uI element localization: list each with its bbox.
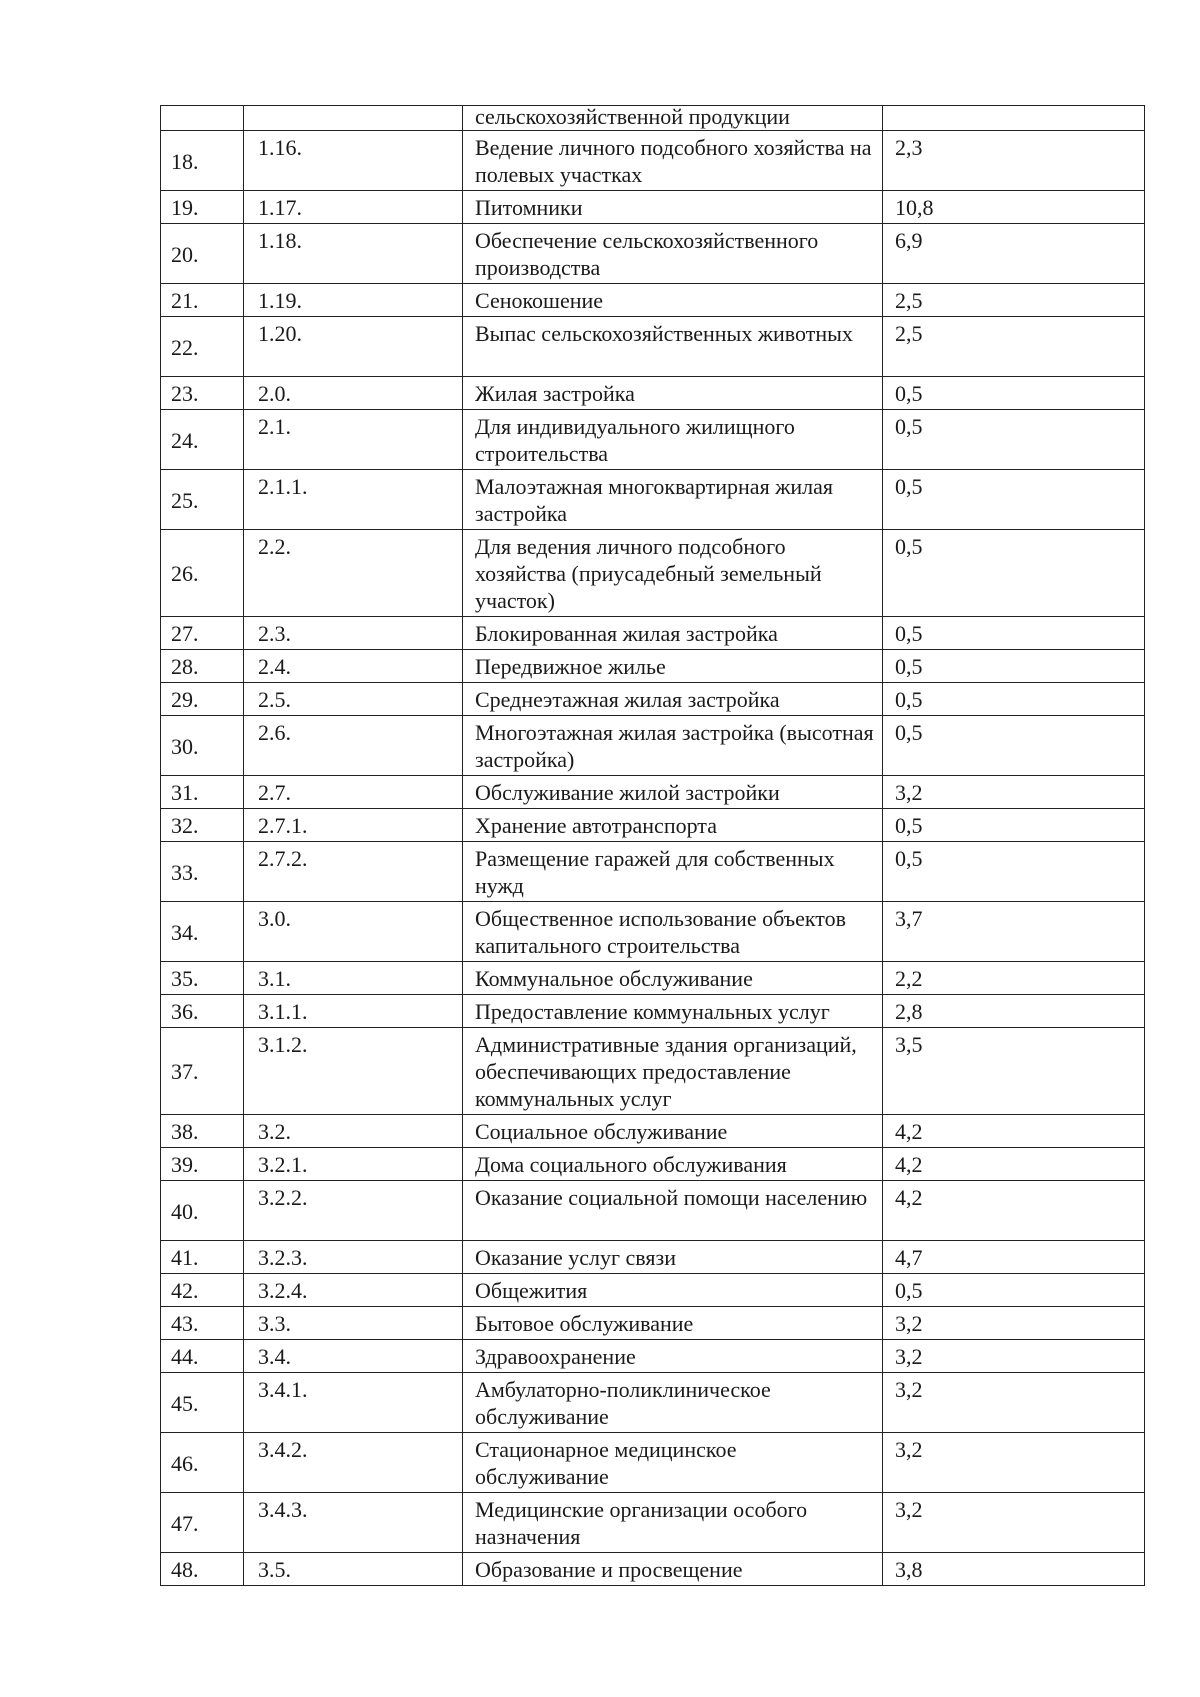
classification-code-cell: 3.4.1. [244,1373,463,1433]
table-row [161,716,1145,776]
table-row [161,1028,1145,1115]
land-use-type-cell: Административные здания организаций, обеспечивающих предоставление коммунальных услуг [463,1028,883,1115]
classification-code-cell: 2.7.1. [244,809,463,842]
land-use-type-cell: Общежития [463,1274,883,1307]
land-use-type-cell: Выпас сельскохозяйственных животных [463,317,883,377]
classification-code-cell: 3.2.1. [244,1148,463,1181]
row-number-cell: 31. [161,776,244,809]
rate-value-cell: 3,8 [883,1553,1145,1586]
row-number-cell: 20. [161,224,244,284]
rate-value-cell: 0,5 [883,410,1145,470]
table-row [161,1148,1145,1181]
rate-value-cell: 3,5 [883,1028,1145,1115]
rate-value-cell: 3,2 [883,1307,1145,1340]
classification-code-cell: 3.5. [244,1553,463,1586]
row-number-cell: 45. [161,1373,244,1433]
table-row [161,1115,1145,1148]
classification-code-cell: 3.1.2. [244,1028,463,1115]
table-row [161,1307,1145,1340]
land-use-type-cell: Коммунальное обслуживание [463,962,883,995]
rate-value-cell: 0,5 [883,842,1145,902]
row-number-cell: 42. [161,1274,244,1307]
classification-code-cell: 3.4. [244,1340,463,1373]
classification-code-cell: 3.2.4. [244,1274,463,1307]
land-use-type-cell: Сенокошение [463,284,883,317]
row-number-cell: 25. [161,470,244,530]
row-number-cell: 37. [161,1028,244,1115]
land-use-type-cell: Хранение автотранспорта [463,809,883,842]
table-row [161,842,1145,902]
table-row [161,1340,1145,1373]
rate-value-cell: 0,5 [883,377,1145,410]
table-row [161,106,1145,131]
row-number-cell: 23. [161,377,244,410]
table-body [161,106,1145,1586]
row-number-cell: 33. [161,842,244,902]
rate-value-cell: 0,5 [883,617,1145,650]
table-row [161,683,1145,716]
row-number-cell: 40. [161,1181,244,1241]
table-row [161,1181,1145,1241]
land-use-type-cell: Малоэтажная многоквартирная жилая застройка [463,470,883,530]
rate-value-cell: 0,5 [883,470,1145,530]
row-number-cell [161,106,244,131]
rate-value-cell: 4,2 [883,1115,1145,1148]
table-row [161,1433,1145,1493]
classification-code-cell: 2.3. [244,617,463,650]
rate-value-cell: 2,3 [883,131,1145,191]
table-row [161,1241,1145,1274]
classification-code-cell: 2.1.1. [244,470,463,530]
rate-value-cell: 2,5 [883,317,1145,377]
classification-code-cell [244,106,463,131]
row-number-cell: 24. [161,410,244,470]
row-number-cell: 41. [161,1241,244,1274]
rate-value-cell: 3,7 [883,902,1145,962]
row-number-cell: 34. [161,902,244,962]
table-row [161,131,1145,191]
row-number-cell: 21. [161,284,244,317]
table-row [161,809,1145,842]
table-row [161,284,1145,317]
land-use-type-cell: Социальное обслуживание [463,1115,883,1148]
classification-code-cell: 3.2.2. [244,1181,463,1241]
rate-value-cell: 0,5 [883,716,1145,776]
table-row [161,224,1145,284]
row-number-cell: 28. [161,650,244,683]
classification-code-cell: 3.2. [244,1115,463,1148]
land-use-type-cell: Среднеэтажная жилая застройка [463,683,883,716]
table-row [161,776,1145,809]
rate-value-cell: 2,5 [883,284,1145,317]
table-row [161,410,1145,470]
land-use-type-cell: сельскохозяйственной продукции [463,106,883,131]
row-number-cell: 47. [161,1493,244,1553]
land-use-type-cell: Медицинские организации особого назначения [463,1493,883,1553]
row-number-cell: 35. [161,962,244,995]
rate-value-cell: 2,8 [883,995,1145,1028]
table-row [161,962,1145,995]
table-row [161,191,1145,224]
land-use-type-cell: Дома социального обслуживания [463,1148,883,1181]
rate-value-cell: 3,2 [883,1433,1145,1493]
classification-code-cell: 1.17. [244,191,463,224]
rate-value-cell: 3,2 [883,1373,1145,1433]
classification-code-cell: 2.1. [244,410,463,470]
classification-code-cell: 1.16. [244,131,463,191]
classification-code-cell: 1.19. [244,284,463,317]
row-number-cell: 43. [161,1307,244,1340]
land-use-type-cell: Для ведения личного подсобного хозяйства (приусадебный земельный участок) [463,530,883,617]
row-number-cell: 22. [161,317,244,377]
classification-code-cell: 2.4. [244,650,463,683]
land-use-type-cell: Для индивидуального жилищного строительства [463,410,883,470]
rate-value-cell: 3,2 [883,1340,1145,1373]
row-number-cell: 26. [161,530,244,617]
land-use-type-cell: Ведение личного подсобного хозяйства на полевых участках [463,131,883,191]
rate-value-cell [883,106,1145,131]
rate-value-cell: 6,9 [883,224,1145,284]
classification-code-cell: 3.3. [244,1307,463,1340]
classification-code-cell: 2.0. [244,377,463,410]
classification-code-cell: 3.1.1. [244,995,463,1028]
rate-value-cell: 0,5 [883,809,1145,842]
land-use-type-cell: Амбулаторно-поликлиническое обслуживание [463,1373,883,1433]
table-row [161,617,1145,650]
land-use-type-cell: Передвижное жилье [463,650,883,683]
classification-code-cell: 2.7.2. [244,842,463,902]
rate-value-cell: 3,2 [883,776,1145,809]
table-row [161,1373,1145,1433]
land-use-type-cell: Предоставление коммунальных услуг [463,995,883,1028]
classification-code-cell: 1.20. [244,317,463,377]
table-row [161,377,1145,410]
table-row [161,1274,1145,1307]
row-number-cell: 48. [161,1553,244,1586]
table-row [161,1493,1145,1553]
row-number-cell: 30. [161,716,244,776]
row-number-cell: 39. [161,1148,244,1181]
classification-code-cell: 3.0. [244,902,463,962]
table-row [161,650,1145,683]
classification-code-cell: 3.4.3. [244,1493,463,1553]
classification-code-cell: 3.1. [244,962,463,995]
rate-value-cell: 2,2 [883,962,1145,995]
row-number-cell: 44. [161,1340,244,1373]
rate-value-cell: 4,2 [883,1181,1145,1241]
land-use-type-cell: Общественное использование объектов капитального строительства [463,902,883,962]
classification-code-cell: 3.4.2. [244,1433,463,1493]
classification-code-cell: 1.18. [244,224,463,284]
row-number-cell: 19. [161,191,244,224]
row-number-cell: 18. [161,131,244,191]
rate-value-cell: 0,5 [883,1274,1145,1307]
classification-code-cell: 2.7. [244,776,463,809]
row-number-cell: 29. [161,683,244,716]
land-use-type-cell: Оказание услуг связи [463,1241,883,1274]
land-use-type-cell: Многоэтажная жилая застройка (высотная застройка) [463,716,883,776]
land-use-type-cell: Блокированная жилая застройка [463,617,883,650]
table-row [161,470,1145,530]
table-row [161,1553,1145,1586]
land-use-type-cell: Обслуживание жилой застройки [463,776,883,809]
classification-code-cell: 2.2. [244,530,463,617]
row-number-cell: 32. [161,809,244,842]
land-use-type-cell: Здравоохранение [463,1340,883,1373]
table-row [161,317,1145,377]
land-use-type-cell: Образование и просвещение [463,1553,883,1586]
land-use-type-cell: Стационарное медицинское обслуживание [463,1433,883,1493]
classification-code-cell: 3.2.3. [244,1241,463,1274]
rate-value-cell: 3,2 [883,1493,1145,1553]
row-number-cell: 36. [161,995,244,1028]
table-row [161,995,1145,1028]
land-use-type-cell: Жилая застройка [463,377,883,410]
land-use-type-cell: Бытовое обслуживание [463,1307,883,1340]
land-use-type-cell: Обеспечение сельскохозяйственного производства [463,224,883,284]
row-number-cell: 27. [161,617,244,650]
row-number-cell: 46. [161,1433,244,1493]
classification-code-cell: 2.5. [244,683,463,716]
rate-value-cell: 4,2 [883,1148,1145,1181]
land-use-type-cell: Оказание социальной помощи населению [463,1181,883,1241]
rate-value-cell: 0,5 [883,650,1145,683]
rate-value-cell: 10,8 [883,191,1145,224]
rate-value-cell: 0,5 [883,683,1145,716]
land-use-type-cell: Питомники [463,191,883,224]
rate-value-cell: 4,7 [883,1241,1145,1274]
rate-value-cell: 0,5 [883,530,1145,617]
land-use-type-cell: Размещение гаражей для собственных нужд [463,842,883,902]
land-use-rate-table [160,105,1145,1586]
classification-code-cell: 2.6. [244,716,463,776]
table-row [161,902,1145,962]
table-row [161,530,1145,617]
row-number-cell: 38. [161,1115,244,1148]
